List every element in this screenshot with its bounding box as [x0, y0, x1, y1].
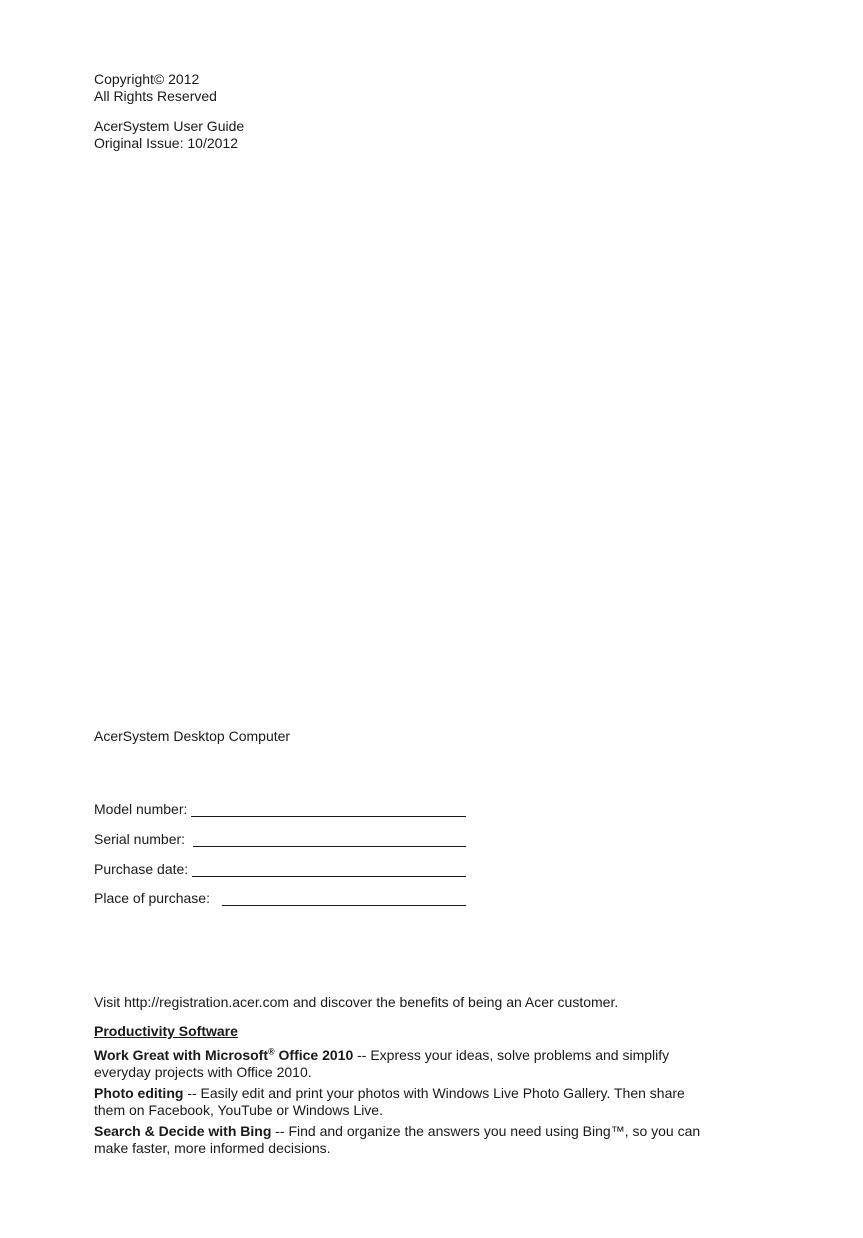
- copyright-line: Copyright© 2012: [94, 71, 200, 87]
- software-item-photo-editing: [94, 1085, 744, 1119]
- productivity-software-heading: Productivity Software: [94, 1023, 238, 1039]
- serial-number-label: Serial number:: [94, 831, 186, 847]
- software-item-title: Search & Decide with Bing: [94, 1123, 272, 1139]
- place-of-purchase-label: Place of purchase:: [94, 890, 210, 906]
- software-item-desc: -- Easily edit and print your photos with Windows Live Photo Gallery. Then share: [183, 1085, 685, 1101]
- software-item-office: [94, 1047, 744, 1081]
- software-item-desc-cont: make faster, more informed decisions.: [94, 1140, 331, 1156]
- purchase-date-row: [94, 860, 466, 878]
- serial-number-row: [94, 830, 466, 848]
- software-item-bing: [94, 1123, 744, 1157]
- place-of-purchase-blank: [222, 891, 466, 906]
- guide-title: AcerSystem User Guide: [94, 118, 245, 134]
- place-of-purchase-row: [94, 889, 466, 907]
- model-number-label: Model number:: [94, 801, 188, 817]
- rights-reserved-line: All Rights Reserved: [94, 88, 217, 104]
- purchase-date-label: Purchase date:: [94, 861, 189, 877]
- guide-info-block: [94, 118, 244, 152]
- product-name: AcerSystem Desktop Computer: [94, 728, 291, 744]
- serial-number-blank: [193, 832, 466, 847]
- copyright-block: [94, 71, 217, 105]
- purchase-date-blank: [192, 862, 466, 877]
- original-issue: Original Issue: 10/2012: [94, 135, 238, 151]
- software-item-desc-cont: them on Facebook, YouTube or Windows Live.: [94, 1102, 383, 1118]
- software-item-desc: -- Find and organize the answers you need using Bing™, so you can: [271, 1123, 701, 1139]
- model-number-row: [94, 800, 466, 818]
- software-item-desc: -- Express your ideas, solve problems and simplify: [353, 1047, 670, 1063]
- model-number-blank: [191, 802, 466, 817]
- software-item-desc-cont: everyday projects with Office 2010.: [94, 1064, 312, 1080]
- software-item-title: Photo editing: [94, 1085, 184, 1101]
- registration-text: Visit http://registration.acer.com and discover the benefits of being an Acer customer.: [94, 994, 619, 1010]
- productivity-software-section: [94, 1023, 744, 1161]
- software-item-title: Work Great with Microsoft® Office 2010: [94, 1046, 354, 1063]
